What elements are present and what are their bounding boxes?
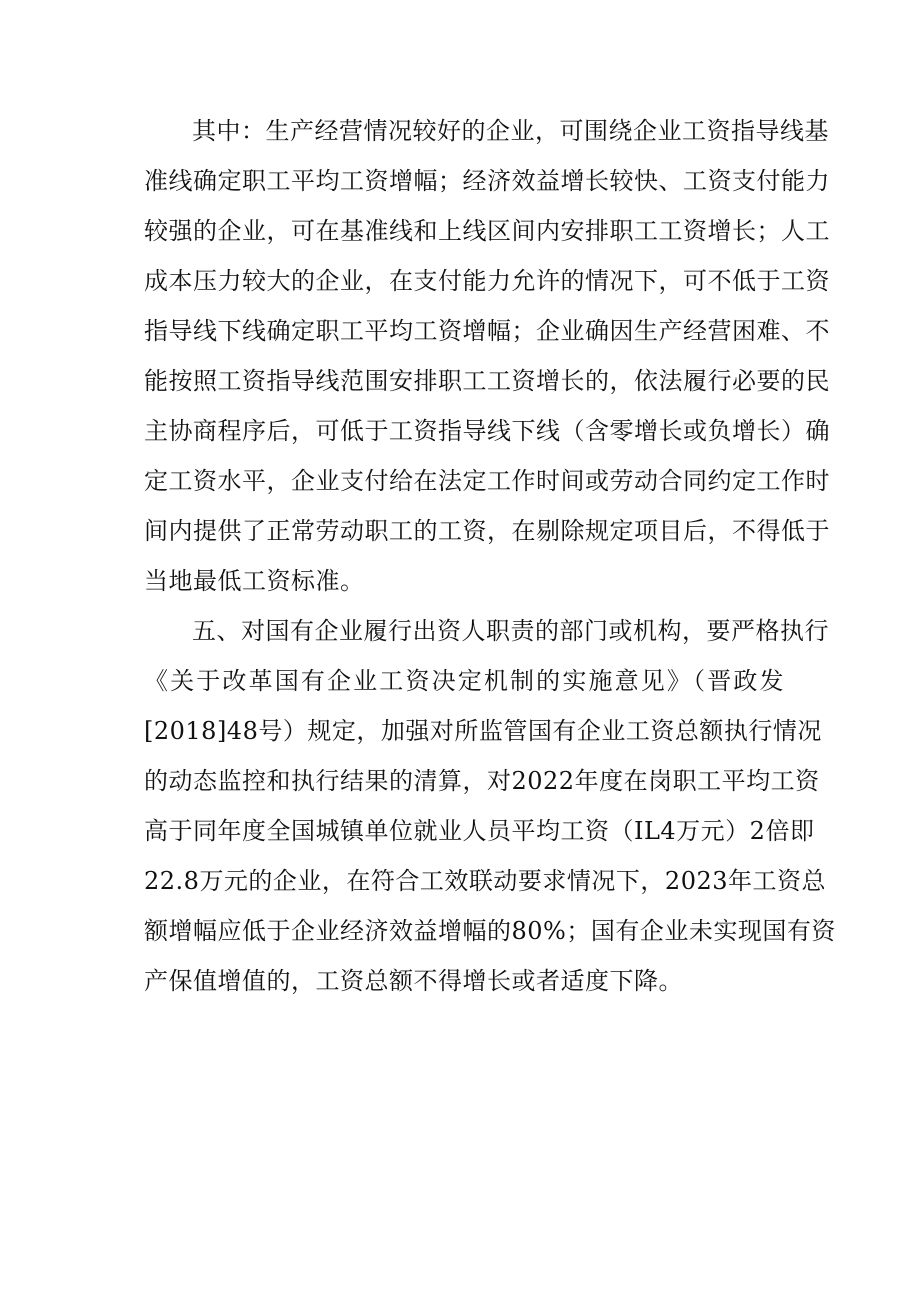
- text-line: 《关于改革国有企业工资决定机制的实施意见》（晋政发: [144, 667, 784, 695]
- text-line: 间内提供了正常劳动职工的工资，在剔除规定项目后，不得低于: [144, 517, 830, 545]
- text-line: 产保值增值的，工资总额不得增长或者适度下降。: [144, 967, 683, 995]
- text-line: 当地最低工资标准。: [144, 567, 365, 595]
- paragraph-wage-guideline: [144, 106, 830, 606]
- text-line: 额增幅应低于企业经济效益增幅的80%；国有企业未实现国有资: [144, 917, 836, 945]
- paragraph-state-enterprise: [144, 606, 836, 1006]
- text-line: 其中：生产经营情况较好的企业，可围绕企业工资指导线基: [192, 117, 829, 145]
- text-line: 高于同年度全国城镇单位就业人员平均工资（IL4万元）2倍即: [144, 817, 815, 845]
- text-line: 较强的企业，可在基准线和上线区间内安排职工工资增长；人工: [144, 217, 830, 245]
- text-line: 指导线下线确定职工平均工资增幅；企业确因生产经营困难、不: [144, 317, 830, 345]
- text-line: 准线确定职工平均工资增幅；经济效益增长较快、工资支付能力: [144, 167, 830, 195]
- text-line: 五、对国有企业履行出资人职责的部门或机构，要严格执行: [192, 617, 829, 645]
- text-line: 成本压力较大的企业，在支付能力允许的情况下，可不低于工资: [144, 267, 830, 295]
- text-line: 定工资水平，企业支付给在法定工作时间或劳动合同约定工作时: [144, 467, 830, 495]
- document-body: [144, 106, 836, 1006]
- text-line: [2018]48号）规定，加强对所监管国有企业工资总额执行情况: [144, 717, 822, 745]
- text-line: 22.8万元的企业，在符合工效联动要求情况下，2023年工资总: [144, 867, 827, 895]
- text-line: 能按照工资指导线范围安排职工工资增长的，依法履行必要的民: [144, 367, 830, 395]
- text-line: 主协商程序后，可低于工资指导线下线（含零增长或负增长）确: [144, 417, 830, 445]
- text-line: 的动态监控和执行结果的清算，对2022年度在岗职工平均工资: [144, 767, 820, 795]
